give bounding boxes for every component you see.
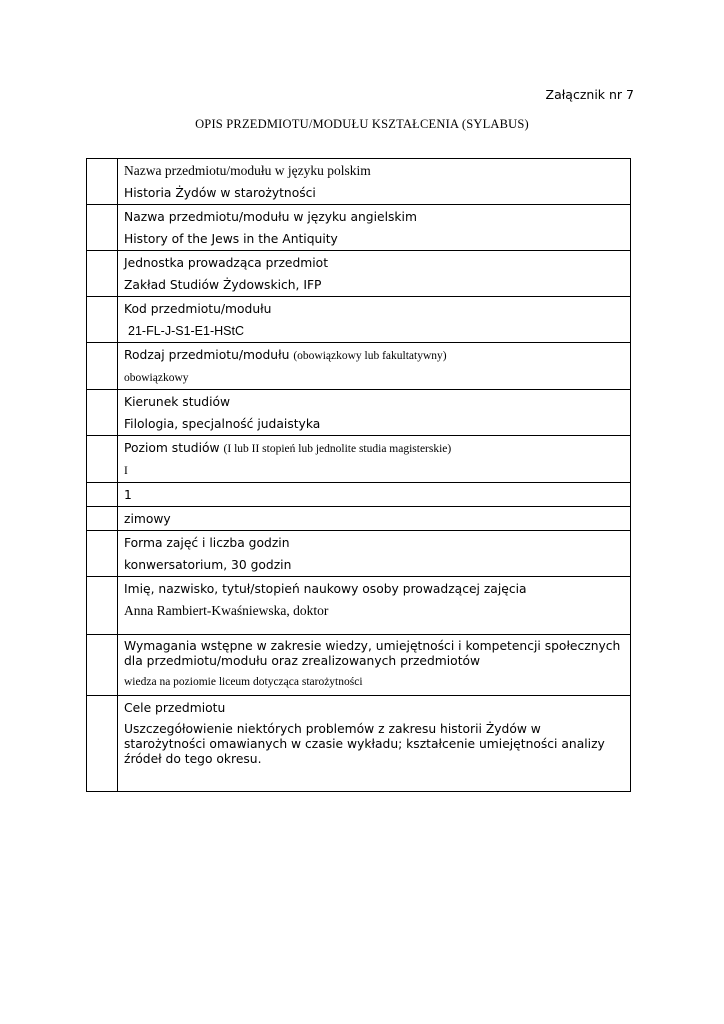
row-teacher [87,577,631,635]
syllabus-table [86,158,631,792]
requirements-value: wiedza na poziomie liceum dotycząca starożytności [124,676,363,688]
row-name-en [87,205,631,251]
row-form [87,531,631,577]
row-level [87,436,631,483]
teacher-label: Imię, nazwisko, tytuł/stopień naukowy osoby prowadzącej zajęcia [124,582,527,596]
row-name-pl [87,159,631,205]
type-label-line [124,344,624,367]
name-pl-label: Nazwa przedmiotu/modułu w języku polskim [124,163,371,178]
name-en-label: Nazwa przedmiotu/modułu w języku angielskim [124,210,417,224]
level-value: I [124,465,128,477]
row-type [87,343,631,390]
teacher-value: Anna Rambiert-Kwaśniewska, doktor [124,603,329,618]
form-value: konwersatorium, 30 godzin [124,558,292,572]
type-note: (obowiązkowy lub fakultatywny) [293,350,447,362]
document-title: OPIS PRZEDMIOTU/MODUŁU KSZTAŁCENIA (SYLABUS) [195,117,529,131]
annex-number: Załącznik nr 7 [545,87,634,102]
direction-label: Kierunek studiów [124,395,231,409]
code-label: Kod przedmiotu/modułu [124,302,272,316]
form-label: Forma zajęć i liczba godzin [124,536,290,550]
row-code [87,297,631,343]
row-direction [87,390,631,436]
row-semester [87,507,631,531]
name-pl-value: Historia Żydów w starożytności [124,186,316,200]
type-value: obowiązkowy [124,372,189,384]
goals-value: Uszczegółowienie niektórych problemów z zakresu historii Żydów w starożytności omawianych w czasie wykładu; kształcenie umiejętności analizy źródeł do tego okresu. [124,722,605,766]
requirements-label: Wymagania wstępne w zakresie wiedzy, umiejętności i kompetencji społecznych dla przedmiotu/modułu oraz zrealizowanych przedmiotów [124,639,621,668]
row-requirements [87,635,631,696]
semester-value: zimowy [124,512,171,526]
type-label: Rodzaj przedmiotu/modułu [124,348,290,362]
row-unit [87,251,631,297]
direction-value: Filologia, specjalność judaistyka [124,417,321,431]
goals-label: Cele przedmiotu [124,701,226,715]
level-label: Poziom studiów [124,441,220,455]
row-year [87,483,631,507]
name-en-value: History of the Jews in the Antiquity [124,232,338,246]
level-label-line [124,437,624,460]
level-note: (I lub II stopień lub jednolite studia magisterskie) [223,443,452,455]
code-value: 21-FL-J-S1-E1-HStC [128,324,244,338]
unit-value: Zakład Studiów Żydowskich, IFP [124,278,322,292]
unit-label: Jednostka prowadząca przedmiot [124,256,329,270]
year-value: 1 [124,488,132,502]
row-goals [87,696,631,792]
